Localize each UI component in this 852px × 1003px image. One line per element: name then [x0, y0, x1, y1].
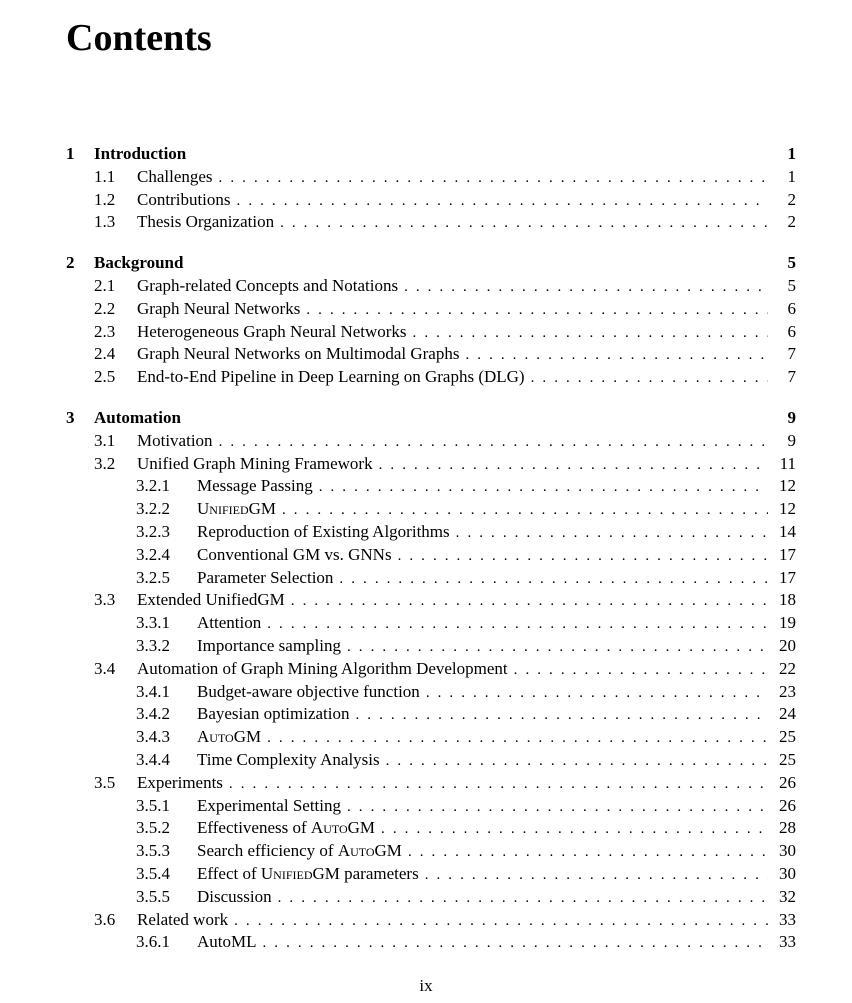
toc-subsection-row[interactable] — [66, 749, 796, 772]
toc-entry-number: 1.2 — [94, 189, 116, 209]
toc-entry-title: Reproduction of Existing Algorithms — [197, 521, 450, 541]
toc-entry-title: Automation — [94, 407, 181, 427]
toc-subsection-row[interactable] — [66, 886, 796, 909]
toc-page-number: 32 — [779, 886, 796, 906]
dot-leader — [267, 727, 768, 750]
toc-subsection-row[interactable] — [66, 521, 796, 544]
toc-section-row[interactable] — [66, 211, 796, 234]
toc-page-number: 5 — [787, 275, 796, 295]
toc-entry-number: 3.5.3 — [136, 841, 170, 861]
toc-subsection-row[interactable] — [66, 635, 796, 658]
toc-entry-title: Bayesian optimization — [197, 704, 350, 724]
toc-subsection-row[interactable] — [66, 567, 796, 590]
toc-entry-title: Extended UnifiedGM — [137, 590, 285, 610]
toc-entry-number: 3.5.1 — [136, 795, 170, 815]
toc-subsection-row[interactable] — [66, 475, 796, 498]
toc-subsection-row[interactable] — [66, 612, 796, 635]
toc-entry-title: Thesis Organization — [137, 212, 275, 232]
toc-subsection-row[interactable] — [66, 795, 796, 818]
toc-subsection-row[interactable] — [66, 931, 796, 954]
toc-subsection-row[interactable] — [66, 544, 796, 567]
toc-page-number: 2 — [787, 189, 796, 209]
toc-subsection-row[interactable] — [66, 498, 796, 521]
dot-leader — [347, 636, 768, 659]
toc-section-row[interactable] — [66, 909, 796, 932]
toc-section-row[interactable] — [66, 166, 796, 189]
dot-leader — [381, 818, 768, 841]
toc-page-number: 9 — [787, 407, 796, 427]
toc-chapter-row[interactable] — [66, 252, 796, 275]
dot-leader — [219, 167, 768, 190]
dot-leader — [456, 522, 768, 545]
toc-page-number: 18 — [779, 590, 796, 610]
dot-leader — [465, 344, 768, 367]
toc-entry-number: 3 — [66, 407, 75, 427]
toc-page-number: 25 — [779, 749, 796, 769]
toc-entry-number: 1.3 — [94, 212, 116, 232]
toc-entry-number: 3.1 — [94, 430, 116, 450]
toc-entry-title: Graph-related Concepts and Notations — [137, 275, 399, 295]
dot-leader — [514, 659, 768, 682]
toc-page-number: 6 — [787, 321, 796, 341]
dot-leader — [280, 212, 768, 235]
toc-entry-number: 3.4.1 — [136, 681, 170, 701]
toc-entry-number: 3.2.3 — [136, 521, 170, 541]
toc-entry-title: Automation of Graph Mining Algorithm Development — [137, 658, 508, 678]
toc-entry-number: 3.2.5 — [136, 567, 170, 587]
toc-page-number: 19 — [779, 613, 796, 633]
toc-entry-title: Effectiveness of AutoGM — [197, 818, 376, 838]
toc-page-number: 33 — [779, 909, 796, 929]
toc-subsection-row[interactable] — [66, 703, 796, 726]
toc-entry-title: Motivation — [137, 430, 213, 450]
toc-entry-number: 3.6 — [94, 909, 116, 929]
toc-entry-title: End-to-End Pipeline in Deep Learning on Graphs (DLG) — [137, 367, 525, 387]
toc-page-number: 11 — [779, 453, 796, 473]
toc-section-row[interactable] — [66, 772, 796, 795]
dot-leader — [234, 910, 768, 933]
dot-leader — [356, 704, 769, 727]
toc-entry-title: Budget-aware objective function — [197, 681, 420, 701]
toc-chapter-row[interactable] — [66, 407, 796, 430]
toc-entry-number: 3.3 — [94, 590, 116, 610]
toc-page-number: 30 — [779, 841, 796, 861]
toc-subsection-row[interactable] — [66, 840, 796, 863]
toc-entry-number: 2.1 — [94, 275, 116, 295]
toc-section-row[interactable] — [66, 658, 796, 681]
dot-leader — [398, 545, 768, 568]
dot-leader — [339, 568, 768, 591]
dot-leader — [413, 322, 768, 345]
toc-entry-title: Discussion — [197, 886, 272, 906]
toc-entry-number: 2.2 — [94, 298, 116, 318]
toc-page-number: 12 — [779, 476, 796, 496]
toc-entry-title: Effect of UnifiedGM parameters — [197, 863, 419, 883]
toc-page-number: 17 — [779, 544, 796, 564]
toc-entry-title: Unified Graph Mining Framework — [137, 453, 373, 473]
toc-page-number: 5 — [787, 253, 796, 273]
toc-entry-title: Parameter Selection — [197, 567, 334, 587]
toc-page-number: 30 — [779, 863, 796, 883]
toc-entry-number: 3.6.1 — [136, 932, 170, 952]
dot-leader — [425, 864, 768, 887]
toc-entry-title: Time Complexity Analysis — [197, 749, 380, 769]
toc-subsection-row[interactable] — [66, 817, 796, 840]
dot-leader — [426, 682, 768, 705]
toc-section-row[interactable] — [66, 298, 796, 321]
toc-subsection-row[interactable] — [66, 726, 796, 749]
toc-entry-number: 1.1 — [94, 166, 116, 186]
toc-entry-number: 3.4.2 — [136, 704, 170, 724]
toc-page-number: 7 — [787, 367, 796, 387]
dot-leader — [263, 932, 769, 955]
toc-page-number: 12 — [779, 499, 796, 519]
toc-entry-number: 3.5.2 — [136, 818, 170, 838]
toc-entry-number: 3.4.4 — [136, 749, 170, 769]
toc-entry-number: 3.4.3 — [136, 727, 170, 747]
toc-chapter-block — [66, 407, 796, 954]
toc-entry-title: Graph Neural Networks — [137, 298, 301, 318]
toc-entry-title: Conventional GM vs. GNNs — [197, 544, 392, 564]
toc-entry-number: 2.3 — [94, 321, 116, 341]
dot-leader — [267, 613, 768, 636]
toc-entry-title: Contributions — [137, 189, 231, 209]
toc-section-row[interactable] — [66, 366, 796, 389]
toc-section-row[interactable] — [66, 189, 796, 212]
toc-page-number: 22 — [779, 658, 796, 678]
toc-page-number: 23 — [779, 681, 796, 701]
toc-entry-title: Experimental Setting — [197, 795, 341, 815]
toc-entry-title: Experiments — [137, 772, 223, 792]
toc-page-number: 26 — [779, 772, 796, 792]
toc-page-number: 20 — [779, 635, 796, 655]
toc-entry-number: 3.3.2 — [136, 635, 170, 655]
toc-entry-title: Related work — [137, 909, 229, 929]
toc-entry-title: UnifiedGM — [197, 499, 276, 519]
toc-subsection-row[interactable] — [66, 681, 796, 704]
toc-entry-title: Introduction — [94, 144, 187, 163]
dot-leader — [347, 796, 768, 819]
toc-page-number: 26 — [779, 795, 796, 815]
toc-page-number: 14 — [779, 521, 796, 541]
toc-chapter-row[interactable] — [66, 143, 796, 166]
dot-leader — [229, 773, 768, 796]
toc-entry-title: Message Passing — [197, 476, 313, 496]
toc-page-number: 6 — [787, 298, 796, 318]
toc-section-row[interactable] — [66, 589, 796, 612]
toc-chapter-block — [66, 143, 796, 234]
dot-leader — [278, 887, 768, 910]
dot-leader — [408, 841, 768, 864]
toc-entry-title: Importance sampling — [197, 635, 341, 655]
toc-entry-number: 3.5.5 — [136, 886, 170, 906]
dot-leader — [386, 750, 768, 773]
toc-section-row[interactable] — [66, 275, 796, 298]
toc-page-number: 7 — [787, 344, 796, 364]
dot-leader — [291, 590, 768, 613]
toc-entry-number: 3.5.4 — [136, 863, 170, 883]
toc-page-number: 2 — [787, 212, 796, 232]
dot-leader — [282, 499, 768, 522]
dot-leader — [219, 431, 768, 454]
dot-leader — [237, 190, 768, 213]
toc-page-number: 33 — [779, 932, 796, 952]
toc-page-number: 17 — [779, 567, 796, 587]
toc-section-row[interactable] — [66, 430, 796, 453]
toc-section-row[interactable] — [66, 321, 796, 344]
toc-entry-title: Search efficiency of AutoGM — [197, 841, 402, 861]
toc-entry-number: 3.4 — [94, 658, 116, 678]
page-title: Contents — [66, 17, 212, 59]
toc-chapter-block — [66, 252, 796, 389]
dot-leader — [319, 476, 768, 499]
toc-page-number: 28 — [779, 818, 796, 838]
toc-page-number: 24 — [779, 704, 796, 724]
toc-entry-number: 3.2.4 — [136, 544, 170, 564]
toc-entry-title: AutoML — [197, 932, 257, 952]
toc-entry-title: AutoGM — [197, 727, 262, 747]
toc-entry-title: Heterogeneous Graph Neural Networks — [137, 321, 407, 341]
dot-leader — [531, 367, 768, 390]
toc-entry-number: 2 — [66, 253, 75, 273]
toc-subsection-row[interactable] — [66, 863, 796, 886]
toc-entry-title: Attention — [197, 613, 262, 633]
dot-leader — [404, 276, 768, 299]
toc-entry-number: 2.5 — [94, 367, 116, 387]
toc-entry-number: 3.2.1 — [136, 476, 170, 496]
dot-leader — [306, 299, 768, 322]
table-of-contents — [66, 143, 796, 972]
dot-leader — [379, 454, 768, 477]
toc-entry-title: Background — [94, 253, 184, 273]
toc-section-row[interactable] — [66, 453, 796, 476]
toc-entry-number: 2.4 — [94, 344, 116, 364]
page-number-footer: ix — [419, 976, 433, 995]
toc-entry-number: 3.3.1 — [136, 613, 170, 633]
toc-page-number: 9 — [787, 430, 796, 450]
toc-page-number: 25 — [779, 727, 796, 747]
toc-entry-number: 3.2 — [94, 453, 116, 473]
toc-page-number: 1 — [787, 144, 796, 163]
toc-entry-number: 1 — [66, 144, 75, 163]
toc-page-number: 1 — [787, 166, 796, 186]
toc-entry-number: 3.5 — [94, 772, 116, 792]
toc-section-row[interactable] — [66, 343, 796, 366]
toc-entry-title: Graph Neural Networks on Multimodal Graphs — [137, 344, 460, 364]
toc-entry-title: Challenges — [137, 166, 213, 186]
toc-entry-number: 3.2.2 — [136, 499, 170, 519]
